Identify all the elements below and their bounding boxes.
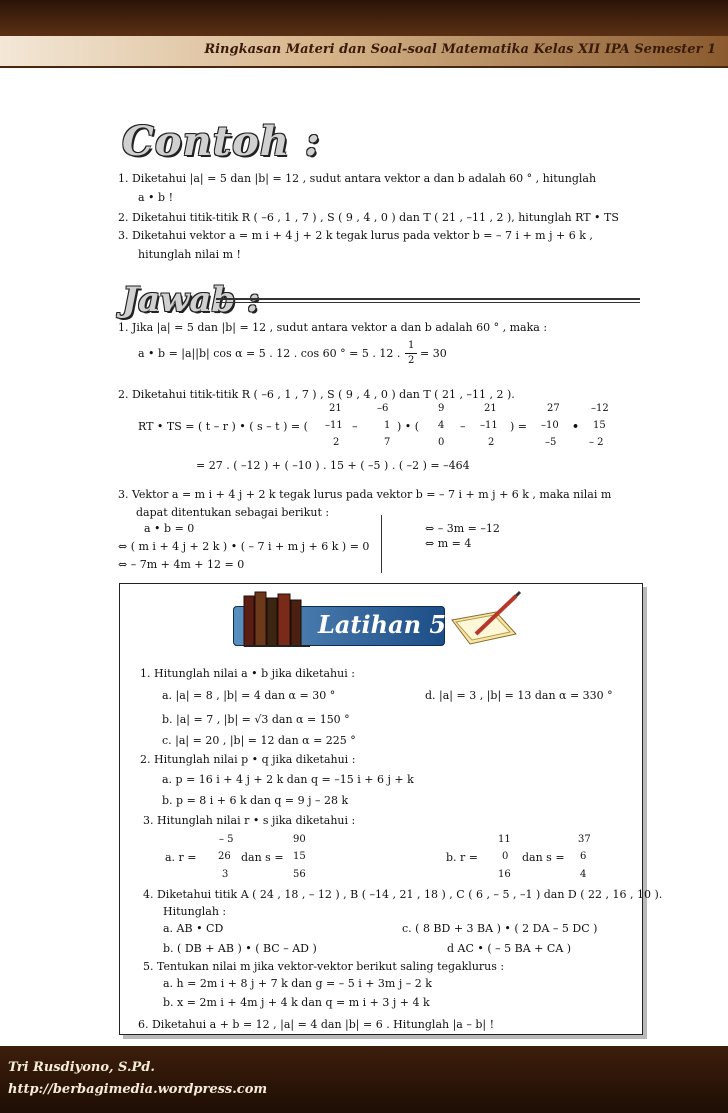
q3b-r-2: 0: [502, 851, 509, 862]
notebook-pencil-icon: [446, 590, 524, 650]
q3b-r-1: 11: [498, 834, 511, 845]
m5-r2: –10: [541, 420, 559, 431]
jawab-2-lhs: RT • TS = ( t – r ) • ( s – t ) = (: [138, 420, 308, 433]
m-paren-mid: ) • (: [397, 420, 420, 433]
jawab-1-frac-bar: [405, 353, 417, 354]
latihan-q4: 4. Diketahui titik A ( 24 , 18 , – 12 ) , B ( –14 , 21 , 18 ) , C ( 6 , – 5 , –1 ) dan D ( 22 , 16 , 10 ).: [143, 888, 663, 901]
latihan-q3: 3. Hitunglah nilai r • s jika diketahui :: [143, 814, 356, 827]
q3b-s-1: 37: [578, 834, 591, 845]
q3a-s-1: 90: [293, 834, 306, 845]
jawab-3-step3: ⇔ – 7m + 4m + 12 = 0: [118, 558, 245, 571]
latihan-q4b: b. ( DB + AB ) • ( BC – AD ): [163, 942, 317, 955]
books-icon: [242, 588, 312, 648]
m1-r2: –11: [325, 420, 343, 431]
contoh-item-3: 3. Diketahui vektor a = m i + 4 j + 2 k tegak lurus pada vektor b = – 7 i + m j + 6 k ,: [118, 229, 593, 242]
footer-author: Tri Rusdiyono, S.Pd.: [8, 1060, 155, 1075]
jawab-1-frac-num: 1: [408, 340, 415, 351]
m2-r2: 1: [384, 420, 391, 431]
m-dot: •: [572, 420, 580, 433]
latihan-q3b-label: b. r =: [446, 851, 479, 864]
m-minus-2: –: [460, 420, 466, 433]
q3a-r-2: 26: [218, 851, 231, 862]
m1-r1: 21: [329, 403, 342, 414]
m6-r3: – 2: [589, 437, 604, 448]
jawab-1-intro: 1. Jika |a| = 5 dan |b| = 12 , sudut antara vektor a dan b adalah 60 ° , maka :: [118, 321, 548, 334]
jawab-1-result: = 30: [420, 347, 447, 360]
q3b-s-2: 6: [580, 851, 587, 862]
footer-band: [0, 1046, 728, 1113]
latihan-q6: 6. Diketahui a + b = 12 , |a| = 4 dan |b| = 6 . Hitunglah |a – b| !: [138, 1018, 495, 1031]
contoh-heading: Contoh :: [122, 118, 321, 165]
jawab-2-result: = 27 . ( –12 ) + ( –10 ) . 15 + ( –5 ) . ( –2 ) = –464: [196, 459, 470, 472]
jawab-3-step4: ⇔ – 3m = –12: [425, 522, 500, 535]
latihan-q5: 5. Tentukan nilai m jika vektor-vektor berikut saling tegaklurus :: [143, 960, 505, 973]
q3a-r-1: – 5: [219, 834, 234, 845]
latihan-q2: 2. Hitunglah nilai p • q jika diketahui :: [140, 753, 356, 766]
contoh-item-1-cont: a • b !: [138, 191, 173, 204]
jawab-1-frac-den: 2: [408, 355, 415, 366]
jawab-heading: Jawab :: [122, 280, 260, 320]
contoh-item-3-cont: hitunglah nilai m !: [138, 248, 241, 261]
footer-url[interactable]: http://berbagimedia.wordpress.com: [8, 1082, 268, 1097]
jawab-rule: [216, 298, 640, 303]
header-top-band: [0, 0, 728, 36]
m-paren-end: ) =: [510, 420, 528, 433]
latihan-q1: 1. Hitunglah nilai a • b jika diketahui :: [140, 667, 355, 680]
q3a-s-2: 15: [293, 851, 306, 862]
m4-r2: –11: [480, 420, 498, 431]
q3a-s-3: 56: [293, 869, 306, 880]
latihan-title: Latihan 5: [318, 610, 447, 639]
jawab-3-divider: [381, 515, 382, 573]
m2-r1: –6: [377, 403, 389, 414]
jawab-3-line2: dapat ditentukan sebagai berikut :: [136, 506, 330, 519]
latihan-q3a-label: a. r =: [165, 851, 197, 864]
q3b-s-3: 4: [580, 869, 587, 880]
contoh-item-1: 1. Diketahui |a| = 5 dan |b| = 12 , sudut antara vektor a dan b adalah 60 ° , hitunglah: [118, 172, 597, 185]
q3a-r-3: 3: [222, 869, 229, 880]
header-title: Ringkasan Materi dan Soal-soal Matematika Kelas XII IPA Semester 1: [204, 42, 716, 57]
m5-r3: –5: [545, 437, 557, 448]
q3b-r-3: 16: [498, 869, 511, 880]
latihan-q4a: a. AB • CD: [163, 922, 224, 935]
latihan-q4c: c. ( 8 BD + 3 BA ) • ( 2 DA – 5 DC ): [402, 922, 598, 935]
latihan-q3a-mid: dan s =: [241, 851, 284, 864]
m1-r3: 2: [333, 437, 340, 448]
latihan-q4d: d AC • ( – 5 BA + CA ): [447, 942, 572, 955]
m6-r2: 15: [593, 420, 606, 431]
m3-r1: 9: [438, 403, 445, 414]
m2-r3: 7: [384, 437, 391, 448]
jawab-2-intro: 2. Diketahui titik-titik R ( –6 , 1 , 7 ) , S ( 9 , 4 , 0 ) dan T ( 21 , –11 , 2 ).: [118, 388, 515, 401]
latihan-q5a: a. h = 2m i + 8 j + 7 k dan g = – 5 i + 3m j – 2 k: [163, 977, 432, 990]
m5-r1: 27: [547, 403, 560, 414]
latihan-q5b: b. x = 2m i + 4m j + 4 k dan q = m i + 3 j + 4 k: [163, 996, 430, 1009]
jawab-3-intro: 3. Vektor a = m i + 4 j + 2 k tegak lurus pada vektor b = – 7 i + m j + 6 k , maka nilai m: [118, 488, 612, 501]
m3-r3: 0: [438, 437, 445, 448]
latihan-q1c: c. |a| = 20 , |b| = 12 dan α = 225 °: [162, 734, 356, 747]
latihan-q4-hitunglah: Hitunglah :: [163, 905, 227, 918]
latihan-q1b: b. |a| = 7 , |b| = √3 dan α = 150 °: [162, 713, 350, 726]
m4-r1: 21: [484, 403, 497, 414]
jawab-3-step1: a • b = 0: [144, 522, 195, 535]
m4-r3: 2: [488, 437, 495, 448]
latihan-q1d: d. |a| = 3 , |b| = 13 dan α = 330 °: [425, 689, 613, 702]
m6-r1: –12: [591, 403, 609, 414]
latihan-q1a: a. |a| = 8 , |b| = 4 dan α = 30 °: [162, 689, 336, 702]
m3-r2: 4: [438, 420, 445, 431]
latihan-q2a: a. p = 16 i + 4 j + 2 k dan q = –15 i + 6 j + k: [162, 773, 414, 786]
m-minus-1: –: [352, 420, 358, 433]
jawab-3-step5: ⇔ m = 4: [425, 537, 472, 550]
jawab-3-step2: ⇔ ( m i + 4 j + 2 k ) • ( – 7 i + m j + 6 k ) = 0: [118, 540, 370, 553]
contoh-item-2: 2. Diketahui titik-titik R ( –6 , 1 , 7 ) , S ( 9 , 4 , 0 ) dan T ( 21 , –11 , 2 ), hitunglah RT • TS: [118, 211, 619, 224]
jawab-1-calc: a • b = |a||b| cos α = 5 . 12 . cos 60 ° = 5 . 12 .: [138, 347, 401, 360]
latihan-q2b: b. p = 8 i + 6 k dan q = 9 j – 28 k: [162, 794, 349, 807]
latihan-q3b-mid: dan s =: [522, 851, 565, 864]
